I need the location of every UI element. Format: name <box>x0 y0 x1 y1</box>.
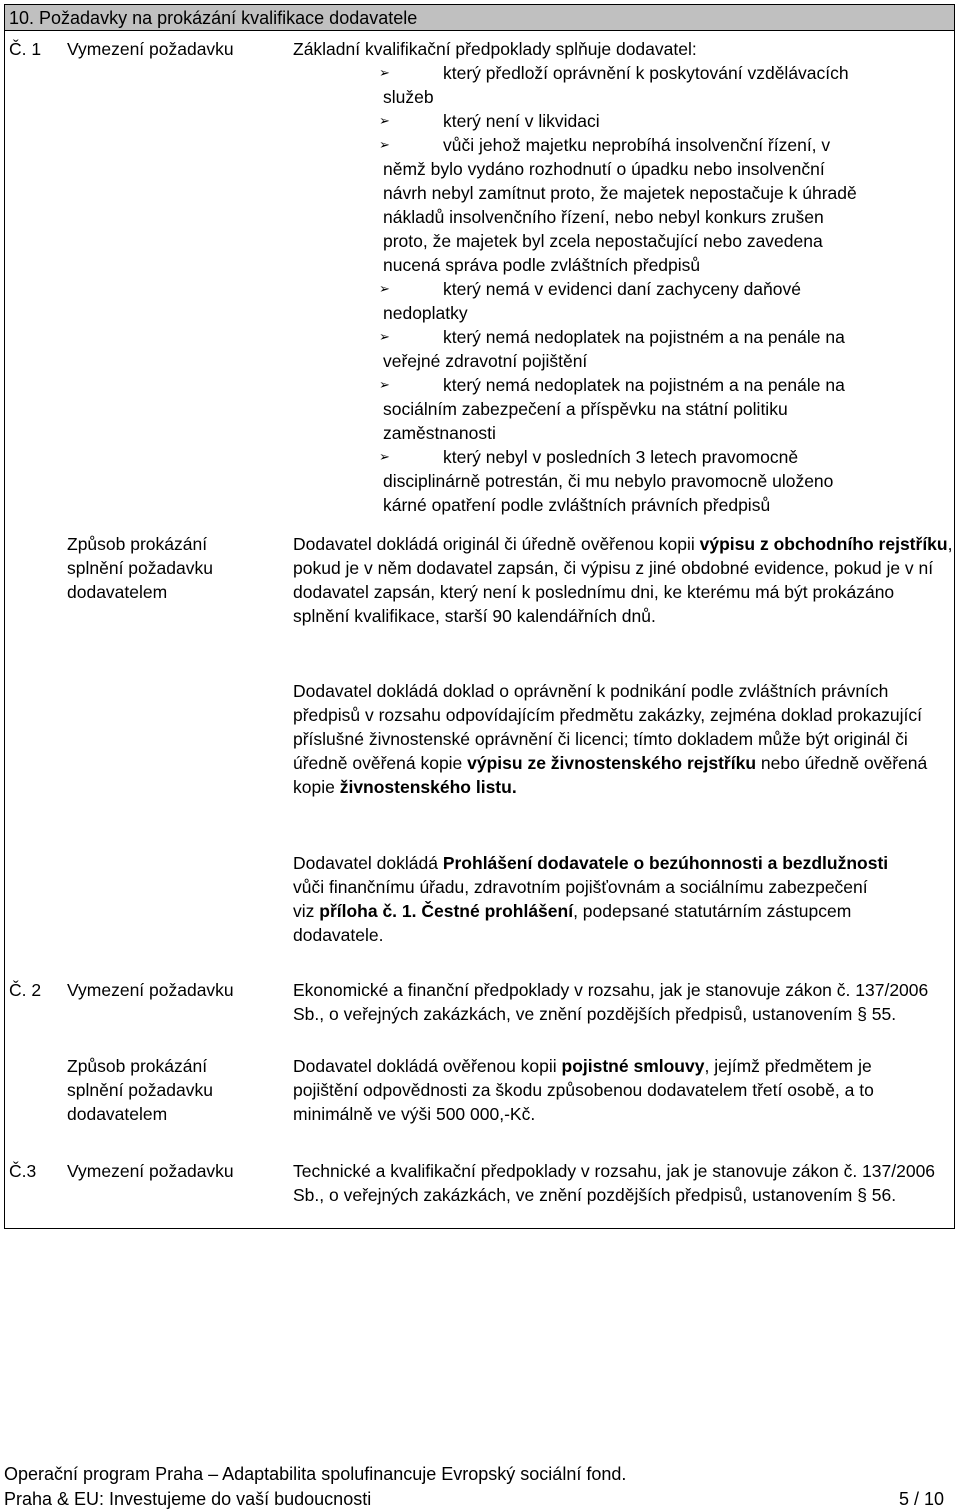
bullet-text: který není v likvidaci <box>443 111 600 131</box>
proof-1-paragraph-1 <box>293 532 953 628</box>
requirement-2-text: Ekonomické a finanční předpoklady v rozsahu, jak je stanovuje zákon č. 137/2006 Sb., o veřejných zakázkách, ve znění pozdějších předpisů, ustanovením § 55. <box>293 980 929 1024</box>
arrow-bullet-icon: ➢ <box>379 65 390 80</box>
bullet-text-continued: nucená správa podle zvláštních předpisů <box>383 255 701 275</box>
requirement-1-content <box>293 37 938 517</box>
bullet-text-continued: kárné opatření podle zvláštních právních předpisů <box>383 495 771 515</box>
label-proof-1-line: splnění požadavku <box>67 558 213 578</box>
bullet-item <box>293 445 938 517</box>
text: vůči finančnímu úřadu, zdravotním pojišťovnám a sociálnímu zabezpečení viz <box>293 877 868 921</box>
row-number-1: Č. 1 <box>9 39 42 59</box>
bullet-item <box>293 277 938 325</box>
text: , pokud je v něm dodavatel zapsán, či výpisu z jiné obdobné evidence, pokud je v ní dodavatel zapsán, který není k poslednímu dni, ke kterému má být prokázáno splnění kvalifikace, starší 90 kalendářních dnů. <box>293 534 953 626</box>
bullet-item <box>293 61 938 109</box>
bold-text: výpisu z obchodního rejstříku <box>699 534 948 554</box>
arrow-bullet-icon: ➢ <box>379 281 390 296</box>
label-requirement-3: Vymezení požadavku <box>67 1161 234 1181</box>
bullet-text-continued: němž bylo vydáno rozhodnutí o úpadku nebo insolvenční <box>383 159 825 179</box>
bullet-item <box>293 325 938 373</box>
label-proof-1-line: dodavatelem <box>67 582 168 602</box>
bold-text: výpisu ze živnostenského rejstříku <box>467 753 757 773</box>
arrow-bullet-icon: ➢ <box>379 377 390 392</box>
label-proof-2-line: dodavatelem <box>67 1104 168 1124</box>
text: , podepsané statutárním zástupcem dodavatele. <box>293 901 852 945</box>
bullet-text: vůči jehož majetku neprobíhá insolvenční řízení, v <box>443 135 831 155</box>
bold-text: Prohlášení dodavatele o bezúhonnosti a bezdlužnosti <box>442 853 889 873</box>
bullet-text-continued: sociálním zabezpečení a příspěvku na státní politiku <box>383 399 788 419</box>
bullet-item <box>293 373 938 445</box>
bullet-text-continued: proto, že majetek byl zcela nepostačující nebo zavedena <box>383 231 823 251</box>
bold-text: živnostenského listu. <box>339 777 517 797</box>
page-number: 5 / 10 <box>898 1489 944 1509</box>
arrow-bullet-icon: ➢ <box>379 329 390 344</box>
section-header: 10. Požadavky na prokázání kvalifikace dodavatele <box>5 5 954 31</box>
bullet-text: který nemá nedoplatek na pojistném a na penále na <box>443 375 845 395</box>
proof-2-text <box>293 1054 913 1126</box>
label-proof-2 <box>67 1054 267 1126</box>
row-number-3: Č.3 <box>9 1161 37 1181</box>
bold-text: příloha č. 1. Čestné prohlášení <box>319 901 574 921</box>
text: Dodavatel dokládá doklad o oprávnění k podnikání podle zvláštních právních předpisů v rozsahu odpovídajícím předmětu zakázky, zejména doklad prokazující příslušné živnostenské oprávnění či licenci; tímto dokladem může být originál či úředně ověřená kopie <box>293 681 923 773</box>
footer-line-2: Praha & EU: Investujeme do vaší budoucnosti <box>4 1489 372 1509</box>
text: Dodavatel dokládá originál či úředně ověřenou kopii <box>293 534 700 554</box>
label-proof-1 <box>67 532 267 604</box>
label-requirement-2: Vymezení požadavku <box>67 980 234 1000</box>
footer-line-1: Operační program Praha – Adaptabilita spolufinancuje Evropský sociální fond. <box>4 1464 627 1484</box>
label-proof-2-line: splnění požadavku <box>67 1080 213 1100</box>
requirements-table <box>4 4 955 1229</box>
requirement-1-intro: Základní kvalifikační předpoklady splňuje dodavatel: <box>293 39 697 59</box>
text: nebo úředně ověřená kopie <box>293 753 928 797</box>
bullet-text: který nemá v evidenci daní zachyceny daňové <box>443 279 801 299</box>
arrow-bullet-icon: ➢ <box>379 137 390 152</box>
proof-1-paragraph-2 <box>293 679 955 799</box>
text: , jejímž předmětem je pojištění odpovědnosti za škodu způsobenou dodavatelem třetí osobě, a to minimálně ve výši 500 000,-Kč. <box>293 1056 874 1124</box>
bullet-text: který nemá nedoplatek na pojistném a na penále na <box>443 327 845 347</box>
bullet-text-continued: nákladů insolvenčního řízení, nebo nebyl konkurs zrušen <box>383 207 824 227</box>
label-proof-2-line: Způsob prokázání <box>67 1056 208 1076</box>
proof-1-paragraph-3 <box>293 851 893 947</box>
arrow-bullet-icon: ➢ <box>379 449 390 464</box>
bullet-text: který nebyl v posledních 3 letech pravomocně <box>443 447 799 467</box>
text: Dodavatel dokládá <box>293 853 443 873</box>
bullet-text-continued: veřejné zdravotní pojištění <box>383 351 588 371</box>
bullet-text-continued: disciplinárně potrestán, či mu nebylo pravomocně uloženo <box>383 471 834 491</box>
bullet-text-continued: nedoplatky <box>383 303 468 323</box>
arrow-bullet-icon: ➢ <box>379 113 390 128</box>
bullet-text-continued: zaměstnanosti <box>383 423 496 443</box>
label-proof-1-line: Způsob prokázání <box>67 534 208 554</box>
requirement-1-bullets <box>293 61 938 517</box>
bold-text: pojistné smlouvy <box>561 1056 705 1076</box>
text: Dodavatel dokládá ověřenou kopii <box>293 1056 562 1076</box>
bullet-text-continued: návrh nebyl zamítnut proto, že majetek nepostačuje k úhradě <box>383 183 857 203</box>
requirement-3-text: Technické a kvalifikační předpoklady v rozsahu, jak je stanovuje zákon č. 137/2006 Sb., o veřejných zakázkách, ve znění pozdějších předpisů, ustanovením § 56. <box>293 1161 936 1205</box>
bullet-text-continued: služeb <box>383 87 434 107</box>
bullet-item <box>293 109 938 133</box>
bullet-text: který předloží oprávnění k poskytování vzdělávacích <box>443 63 849 83</box>
label-requirement-1: Vymezení požadavku <box>67 39 234 59</box>
row-number-2: Č. 2 <box>9 980 42 1000</box>
bullet-item <box>293 133 938 277</box>
